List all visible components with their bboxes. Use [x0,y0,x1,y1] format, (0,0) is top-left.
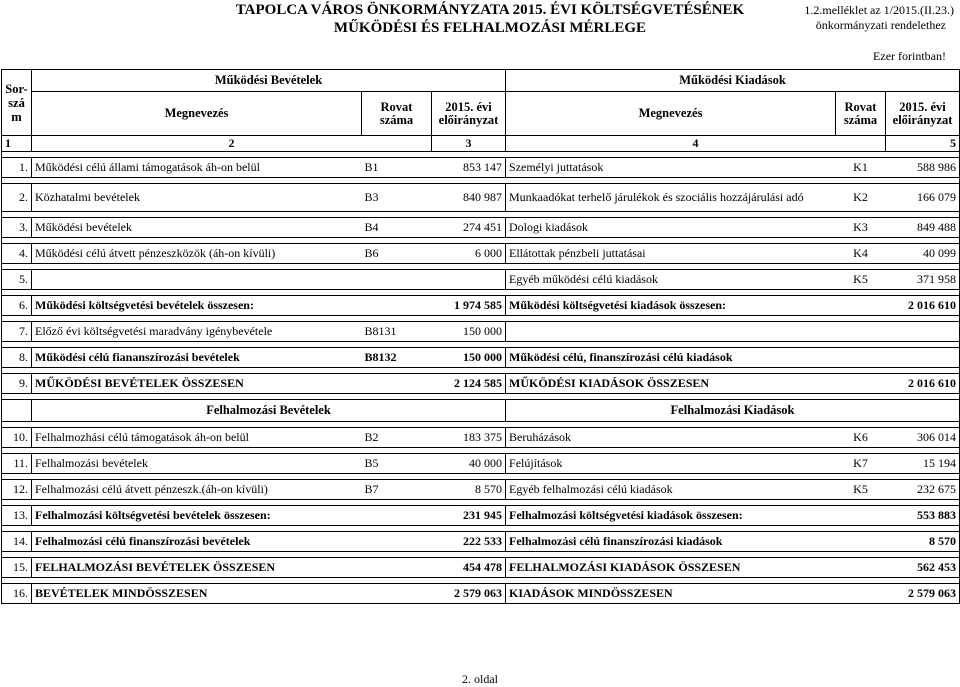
income-estimate: 840 987 [432,184,506,212]
table-row [2,584,960,604]
income-name: Működési célú fiananszírozási bevételek [32,348,362,368]
expense-code: K3 [836,218,886,238]
expense-name: Működési célú, finanszírozási célú kiadások [506,348,836,368]
expense-name: KIADÁSOK MINDÖSSZESEN [506,584,836,604]
table-row [2,348,960,368]
income-name: BEVÉTELEK MINDÖSSZESEN [32,584,362,604]
row-number: 10. [2,428,32,448]
income-estimate: 853 147 [432,158,506,178]
expense-name: Egyéb működési célú kiadások [506,270,836,290]
group-header-capital-expense: Felhalmozási Kiadások [506,400,960,422]
expense-code [836,322,886,342]
expense-code [836,532,886,552]
col-header-income-estimate: 2015. évi előirányzat [432,92,506,136]
table-row [2,184,960,212]
income-name: Működési célú állami támogatások áh-on belül [32,158,362,178]
income-name: Felhalmozási költségvetési bevételek összesen: [32,506,362,526]
expense-code [836,558,886,578]
income-estimate: 231 945 [432,506,506,526]
row-number: 9. [2,374,32,394]
table-row [2,374,960,394]
row-number: 4. [2,244,32,264]
table-row [2,296,960,316]
income-name: FELHALMOZÁSI BEVÉTELEK ÖSSZESEN [32,558,362,578]
expense-code [836,374,886,394]
income-code: B1 [362,158,432,178]
income-estimate: 2 124 585 [432,374,506,394]
income-name: Felhalmozási célú átvett pénzeszk.(áh-on kívüli) [32,480,362,500]
col-header-income-code: Rovat száma [362,92,432,136]
income-name: Felhalmozási célú finanszírozási bevételek [32,532,362,552]
col-index-2: 2 [32,136,432,152]
table-row [2,244,960,264]
table-row [2,532,960,552]
income-name: MŰKÖDÉSI BEVÉTELEK ÖSSZESEN [32,374,362,394]
group-header-operating-income: Működési Bevételek [32,70,506,92]
income-name: Előző évi költségvetési maradvány igénybevétele [32,322,362,342]
income-estimate: 454 478 [432,558,506,578]
col-index-4: 4 [506,136,886,152]
income-estimate: 2 579 063 [432,584,506,604]
expense-code: K4 [836,244,886,264]
income-name: Működési bevételek [32,218,362,238]
income-estimate: 40 000 [432,454,506,474]
income-code: B5 [362,454,432,474]
income-estimate: 150 000 [432,348,506,368]
col-index-5: 5 [886,136,960,152]
expense-code [836,584,886,604]
expense-code: K6 [836,428,886,448]
expense-name: Személyi juttatások [506,158,836,178]
expense-estimate: 8 570 [886,532,960,552]
document-title-line2: MŰKÖDÉSI ÉS FELHALMOZÁSI MÉRLEGE [333,20,647,36]
expense-estimate: 588 986 [886,158,960,178]
income-code: B8132 [362,348,432,368]
expense-estimate [886,348,960,368]
expense-name: MŰKÖDÉSI KIADÁSOK ÖSSZESEN [506,374,836,394]
expense-code: K7 [836,454,886,474]
col-index-3: 3 [432,136,506,152]
expense-name: Ellátottak pénzbeli juttatásai [506,244,836,264]
expense-estimate: 232 675 [886,480,960,500]
expense-estimate: 306 014 [886,428,960,448]
col-header-expense-name: Megnevezés [506,92,836,136]
expense-estimate: 40 099 [886,244,960,264]
income-code: B2 [362,428,432,448]
income-code [362,296,432,316]
table-row [2,506,960,526]
page-number: 2. oldal [462,672,498,686]
expense-code: K1 [836,158,886,178]
row-number: 3. [2,218,32,238]
income-name: Közhatalmi bevételek [32,184,362,212]
row-number: 7. [2,322,32,342]
expense-code [836,348,886,368]
table-row [2,558,960,578]
expense-name: Felhalmozási költségvetési kiadások összesen: [506,506,836,526]
income-estimate: 8 570 [432,480,506,500]
income-estimate: 222 533 [432,532,506,552]
col-index-1: 1 [2,136,32,152]
annex-reference-line2: önkormányzati rendelethez [815,18,946,32]
expense-estimate: 562 453 [886,558,960,578]
table-row [2,428,960,448]
expense-code [836,506,886,526]
table-row [2,218,960,238]
expense-estimate: 15 194 [886,454,960,474]
income-estimate [432,270,506,290]
group-header-capital-income: Felhalmozási Bevételek [32,400,506,422]
expense-code: K5 [836,270,886,290]
expense-estimate: 849 488 [886,218,960,238]
income-code [362,374,432,394]
income-name: Működési célú átvett pénzeszközök (áh-on kívüli) [32,244,362,264]
expense-code: K5 [836,480,886,500]
expense-estimate: 371 958 [886,270,960,290]
table-row [2,158,960,178]
table-row [2,270,960,290]
income-code [362,270,432,290]
row-number: 14. [2,532,32,552]
expense-estimate: 2 016 610 [886,374,960,394]
expense-name: Beruházások [506,428,836,448]
expense-name: Egyéb felhalmozási célú kiadások [506,480,836,500]
expense-name [506,322,836,342]
row-number: 13. [2,506,32,526]
income-code: B8131 [362,322,432,342]
income-code [362,584,432,604]
income-code: B4 [362,218,432,238]
row-number: 2. [2,184,32,212]
row-number: 15. [2,558,32,578]
expense-name: Felhalmozási célú finanszírozási kiadások [506,532,836,552]
expense-estimate: 553 883 [886,506,960,526]
row-number: 1. [2,158,32,178]
balance-table [1,69,960,604]
table-row [2,322,960,342]
group-header-operating-expense: Működési Kiadások [506,70,960,92]
income-name: Felhalmozási bevételek [32,454,362,474]
expense-estimate [886,322,960,342]
expense-code [836,296,886,316]
table-row [2,454,960,474]
annex-reference-line1: 1.2.melléklet az 1/2015.(II.23.) [804,3,954,17]
row-number: 16. [2,584,32,604]
col-header-expense-code: Rovat száma [836,92,886,136]
row-number: 8. [2,348,32,368]
income-estimate: 274 451 [432,218,506,238]
income-code: B7 [362,480,432,500]
income-estimate: 183 375 [432,428,506,448]
income-name: Működési költségvetési bevételek összesen: [32,296,362,316]
col-header-income-name: Megnevezés [32,92,362,136]
expense-name: FELHALMOZÁSI KIADÁSOK ÖSSZESEN [506,558,836,578]
expense-estimate: 2 016 610 [886,296,960,316]
income-name [32,270,362,290]
expense-name: Működési költségvetési kiadások összesen: [506,296,836,316]
income-estimate: 1 974 585 [432,296,506,316]
income-estimate: 6 000 [432,244,506,264]
income-code [362,558,432,578]
income-code [362,506,432,526]
expense-name: Munkaadókat terhelő járulékok és szociális hozzájárulási adó [506,184,836,212]
income-name: Felhalmozhási célú támogatások áh-on belül [32,428,362,448]
expense-name: Dologi kiadások [506,218,836,238]
expense-name: Felújítások [506,454,836,474]
col-header-expense-estimate: 2015. évi előirányzat [886,92,960,136]
document-title-line1: TAPOLCA VÁROS ÖNKORMÁNYZATA 2015. ÉVI KÖLTSÉGVETÉSÉNEK [235,2,745,18]
income-code: B3 [362,184,432,212]
expense-estimate: 2 579 063 [886,584,960,604]
expense-code: K2 [836,184,886,212]
expense-estimate: 166 079 [886,184,960,212]
income-code [362,532,432,552]
currency-unit-note: Ezer forintban! [873,49,946,63]
row-number: 12. [2,480,32,500]
row-number: 5. [2,270,32,290]
row-number: 6. [2,296,32,316]
income-code: B6 [362,244,432,264]
col-header-seq: Sor-szá m [2,70,32,136]
table-row [2,480,960,500]
income-estimate: 150 000 [432,322,506,342]
row-number: 11. [2,454,32,474]
